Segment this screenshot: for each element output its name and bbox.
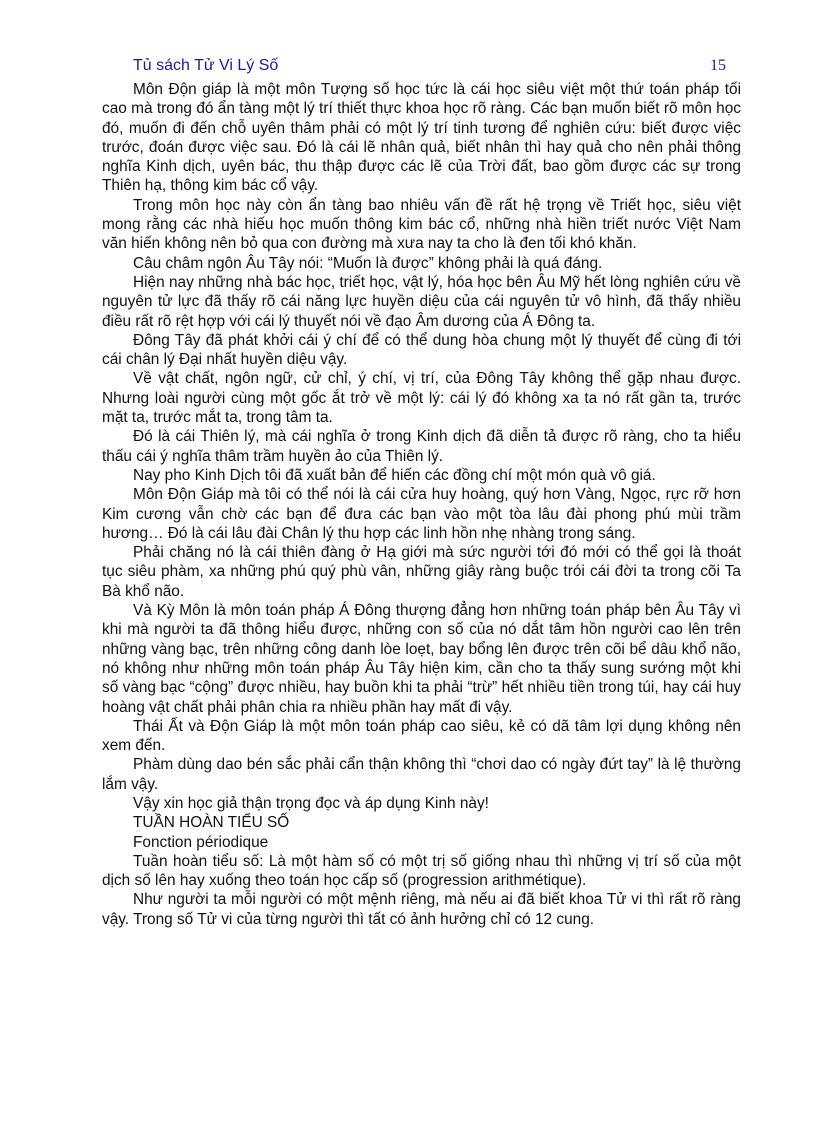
header-title: Tủ sách Tử Vi Lý Số [133,57,279,74]
paragraph: Câu châm ngôn Âu Tây nói: “Muốn là được” không phải là quá đáng. [133,254,603,272]
paragraph: Môn Độn giáp là một môn Tượng số học tức là cái học siêu việt một thứ toán pháp tối cao mà trong đó ẩn tàng một lý trí thiết thực khoa học rõ ràng. Các bạn muốn biết rõ môn học đó, muốn đi đến chỗ uyên thâm phải có một lý trí tinh tương để nghiên cứu: biết được việc trước, đoán được việc sau. Đó là cái lẽ nhân quả, biết nhân thì hay quả cho nên phải thông nghĩa Kinh dịch, uyên bác, thu thập được các lẽ của Trời đất, bao gồm được các sự trong Thiên hạ, thông kim bác cổ vậy. [102,81,741,195]
paragraph: Hiện nay những nhà bác học, triết học, vật lý, hóa học bên Âu Mỹ hết lòng nghiên cứu về nguyên tử lực đã thấy rõ cái năng lực huyền diệu của cái nguyên tử vô hình, đã thấy nhiều điều rất rõ rệt hợp với cái lý thuyết nói về đạo Âm dương của Á Đông ta. [102,273,741,330]
paragraph: Về vật chất, ngôn ngữ, cử chỉ, ý chí, vị trí, của Đông Tây không thể gặp nhau được. Nhưng loài người cùng một gốc ắt trở về một lý: cái lý đó không xa ta nó rất gần ta, trước mặt ta, trước mắt ta, trong tâm ta. [102,370,741,427]
paragraph: Nay pho Kinh Dịch tôi đã xuất bản để hiến các đồng chí một món quà vô giá. [133,466,656,484]
paragraph: Như người ta mỗi người có một mệnh riêng, mà nếu ai đã biết khoa Tử vi thì rất rõ ràng vậy. Trong số Tử vi của từng người thì tất có ảnh hưởng chỉ có 12 cung. [102,891,741,928]
paragraph: Phàm dùng dao bén sắc phải cẩn thận không thì “chơi dao có ngày đứt tay” là lệ thường lắm vậy. [102,756,741,793]
section-subheading: Fonction périodique [133,833,269,851]
page-number: 15 [710,57,726,74]
paragraph: Vậy xin học giả thận trọng đọc và áp dụng Kinh này! [133,794,489,812]
paragraph: Trong môn học này còn ẩn tàng bao nhiêu vấn đề rất hệ trọng về Triết học, siêu việt mong rằng các nhà hiếu học muốn thông kim bác cổ, những nhà hiền triết nước Việt Nam văn hiến không nên bỏ qua con đường mà xưa nay ta cho là đen tối khó khăn. [102,196,741,253]
paragraph: Môn Độn Giáp mà tôi có thể nói là cái cửa huy hoàng, quý hơn Vàng, Ngọc, rực rỡ hơn Kim cương vẫn chờ các bạn để đưa các bạn vào một tòa lâu đài phong phú mùi trầm hương… Đó là cái lâu đài Chân lý thu hợp các linh hồn nhẹ nhàng trong sáng. [102,486,741,542]
body-text [102,80,741,929]
paragraph: Và Kỳ Môn là môn toán pháp Á Đông thượng đẳng hơn những toán pháp bên Âu Tây vì khi mà người ta đã thông hiểu được, những con số của nó dắt tâm hồn người cao lên trên những vàng bạc, trên những công danh lòe loẹt, bay bổng lên được trên cõi bể dâu khổ não, nó không như những môn toán pháp Âu Tây hiện kim, cần cho ta thấy sung sướng một khi số vàng bạc “cộng” được nhiều, hay buồn khi ta phải “trừ” hết nhiều tiền trong túi, hay cái huy hoàng vật chất phải phân chia ra nhiều phần hay mất đi vậy. [102,602,741,716]
paragraph: Tuần hoàn tiểu số: Là một hàm số có một trị số giống nhau thì những vị trí số của một dịch số lên hay xuống theo toán học cấp số (progression arithmétique). [102,852,741,890]
paragraph: Phải chăng nó là cái thiên đàng ở Hạ giới mà sức người tới đó mới có thể gọi là thoát tục siêu phàm, xa những phú quý phù vân, những giây ràng buộc trói cái đời ta trong cõi Ta Bà khổ não. [102,544,741,600]
paragraph: Thái Ất và Độn Giáp là một môn toán pháp cao siêu, kẻ có dã tâm lợi dụng không nên xem đến. [102,717,741,755]
page-header [133,57,726,79]
paragraph: Đông Tây đã phát khởi cái ý chí để có thể dung hòa chung một lý thuyết để cùng đi tới cái chân lý Đại nhất huyền diệu vậy. [102,331,741,369]
section-heading: TUẦN HOÀN TIỂU SỐ [133,814,290,832]
paragraph: Đó là cái Thiên lý, mà cái nghĩa ở trong Kinh dịch đã diễn tả được rõ ràng, cho ta hiểu thấu cái ý nghĩa thâm trầm huyền ảo của Thiên lý. [102,428,741,465]
